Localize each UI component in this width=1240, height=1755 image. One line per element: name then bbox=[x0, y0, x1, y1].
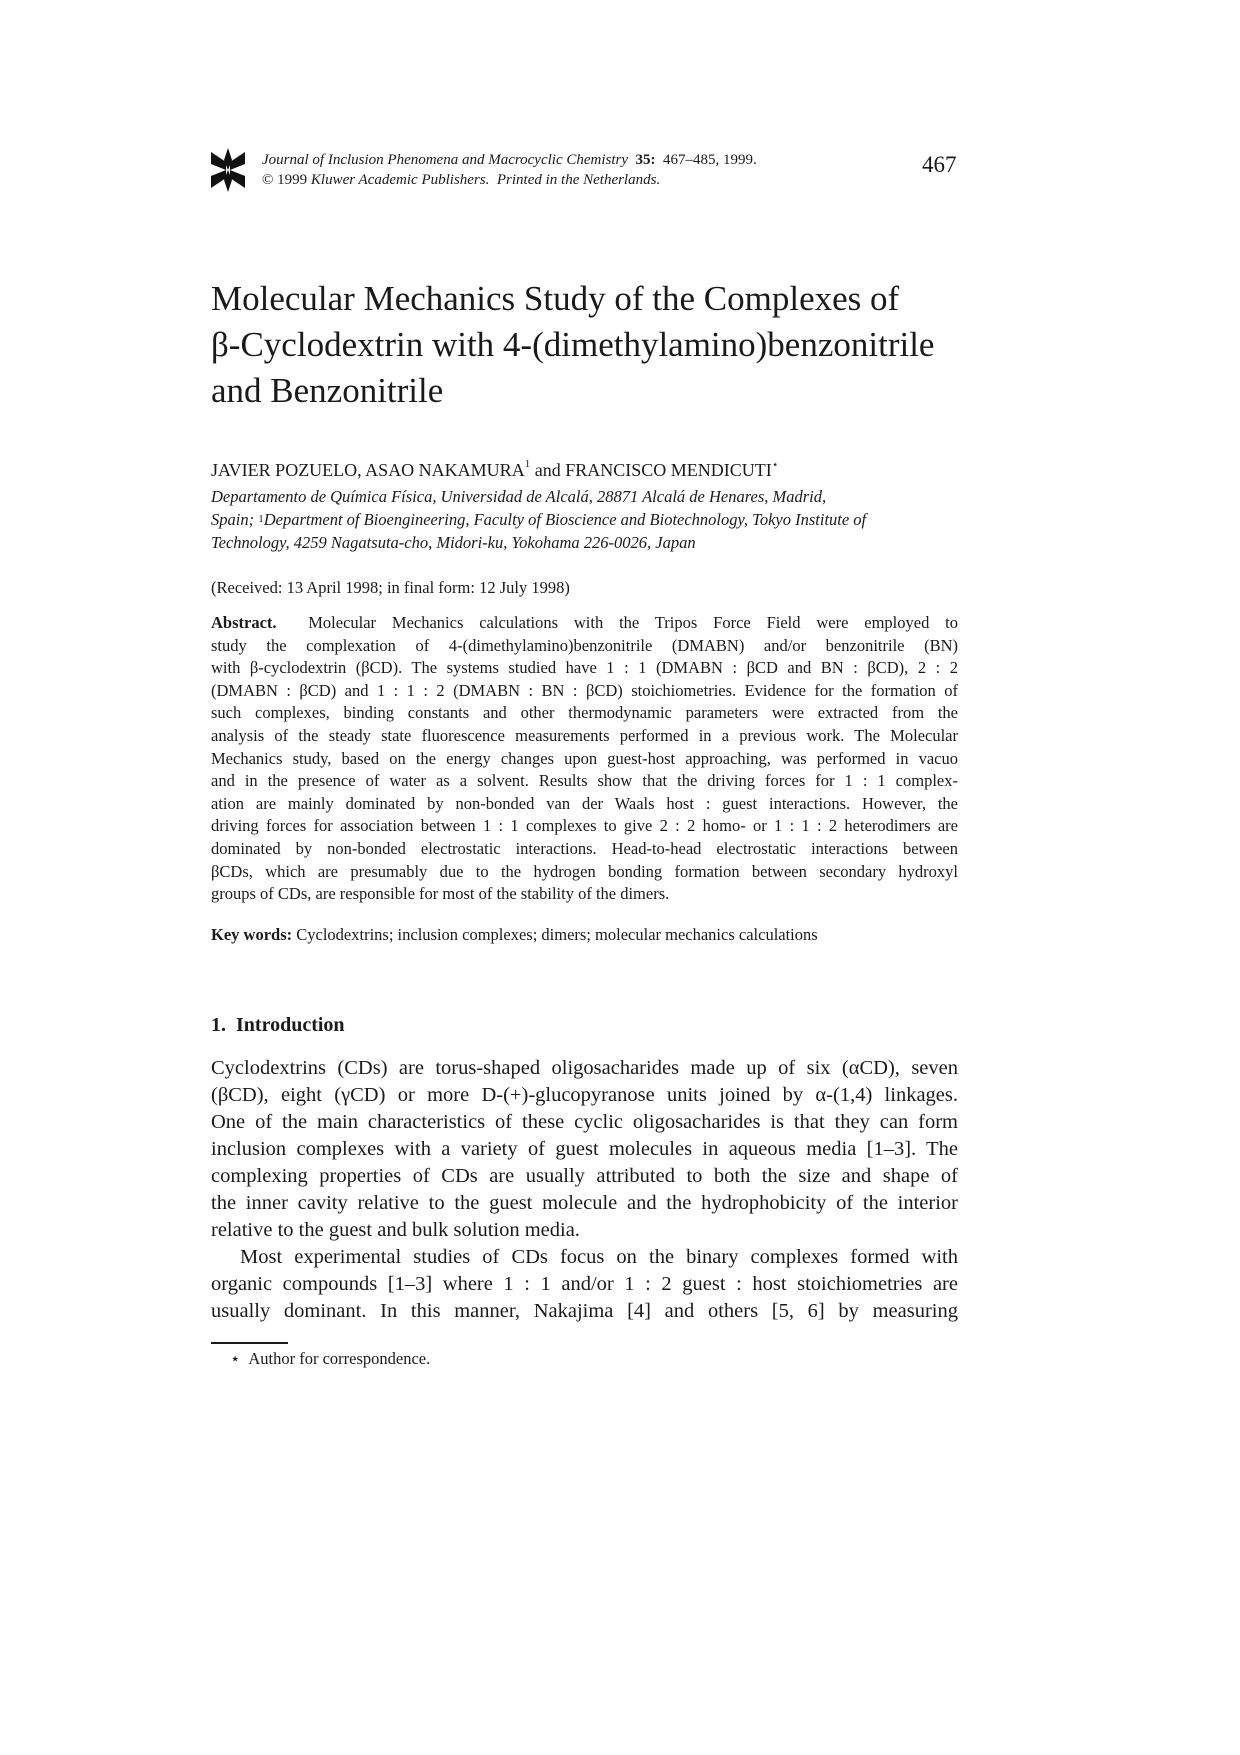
affiliation-prefix: Spain; bbox=[211, 510, 259, 529]
section-title: Introduction bbox=[236, 1014, 345, 1036]
affiliation-line: Departamento de Química Física, Universidad de Alcalá, 28871 Alcalá de Henares, Madrid, bbox=[211, 487, 827, 506]
publisher-logo-icon bbox=[209, 148, 247, 192]
body-line: complexing properties of CDs are usually attributed to both the size and shape of bbox=[211, 1165, 958, 1187]
copyright-line bbox=[262, 170, 757, 190]
abstract-line: (DMABN : βCD) and 1 : 1 : 2 (DMABN : BN : βCD) stoichiometries. Evidence for the formation of bbox=[211, 680, 958, 700]
abstract-line: dominated by non-bonded electrostatic interactions. Head-to-head electrostatic interactions between bbox=[211, 838, 958, 858]
section-number: 1. bbox=[211, 1014, 226, 1036]
abstract-line: and in the presence of water as a solvent. Results show that the driving forces for 1 : 1 complex- bbox=[211, 771, 958, 791]
keywords-text: Cyclodextrins; inclusion complexes; dimers; molecular mechanics calculations bbox=[292, 925, 818, 944]
journal-pages-year: 467–485, 1999. bbox=[663, 152, 757, 168]
affiliation-marker: 1 bbox=[524, 458, 531, 470]
abstract-line: analysis of the steady state fluorescence measurements performed in a previous work. The Molecular bbox=[211, 725, 958, 745]
body-line: One of the main characteristics of these cyclic oligosacharides is that they can form bbox=[211, 1111, 958, 1133]
affiliation-text: Department of Bioengineering, Faculty of Bioscience and Biotechnology, Tokyo Institute of bbox=[263, 510, 867, 529]
abstract-line: driving forces for association between 1 : 1 complexes to give 2 : 2 homo- or 1 : 1 : 2 heterodimers are bbox=[211, 816, 958, 836]
copyright-symbol: © bbox=[262, 172, 274, 188]
body-line: relative to the guest and bulk solution media. bbox=[211, 1219, 580, 1241]
abstract-line: study the complexation of 4-(dimethylamino)benzonitrile (DMABN) and/or benzonitrile (BN) bbox=[211, 635, 958, 655]
body-line: Most experimental studies of CDs focus on the binary complexes formed with bbox=[240, 1246, 958, 1268]
copyright-year: 1999 bbox=[277, 172, 308, 188]
journal-volume: 35: bbox=[635, 152, 656, 168]
journal-header bbox=[262, 150, 757, 190]
abstract-line: ation are mainly dominated by non-bonded van der Waals host : guest interactions. However, the bbox=[211, 793, 958, 813]
body-line: Cyclodextrins (CDs) are torus-shaped oligosacharides made up of six (αCD), seven bbox=[211, 1057, 958, 1079]
section-heading bbox=[211, 1014, 345, 1037]
footnote-text: Author for correspondence. bbox=[248, 1349, 431, 1368]
page-number: 467 bbox=[922, 152, 957, 177]
paper-title bbox=[211, 276, 991, 414]
journal-citation-line bbox=[262, 150, 757, 170]
abstract-text: Molecular Mechanics calculations with the Tripos Force Field were employed to bbox=[308, 613, 958, 632]
abstract-line: such complexes, binding constants and other thermodynamic parameters were extracted from the bbox=[211, 703, 958, 723]
authors-part1: JAVIER POZUELO, ASAO NAKAMURA bbox=[211, 460, 525, 480]
correspondence-marker: ⋆ bbox=[771, 459, 779, 471]
abstract-line: with β-cyclodextrin (βCD). The systems studied have 1 : 1 (DMABN : βCD and BN : βCD), 2 : 2 bbox=[211, 658, 958, 678]
affiliation-line: Technology, 4259 Nagatsuta-cho, Midori-ku, Yokohama 226-0026, Japan bbox=[211, 533, 696, 552]
title-line: Molecular Mechanics Study of the Complexes of bbox=[211, 279, 900, 318]
title-line: and Benzonitrile bbox=[211, 371, 444, 410]
title-line: β-Cyclodextrin with 4-(dimethylamino)benzonitrile bbox=[211, 325, 935, 364]
body-line: (βCD), eight (γCD) or more D-(+)-glucopyranose units joined by α-(1,4) linkages. bbox=[211, 1084, 958, 1106]
abstract-line bbox=[211, 612, 958, 635]
keywords-label: Key words: bbox=[211, 925, 293, 944]
abstract-line: Mechanics study, based on the energy changes upon guest-host approaching, was performed in vacuo bbox=[211, 748, 958, 768]
keywords bbox=[211, 925, 818, 945]
authors-part2: and FRANCISCO MENDICUTI bbox=[530, 460, 772, 480]
abstract bbox=[211, 612, 958, 906]
received-dates: (Received: 13 April 1998; in final form: 12 July 1998) bbox=[211, 578, 570, 597]
printed-location: Printed in the Netherlands. bbox=[496, 172, 661, 188]
abstract-line: βCDs, which are presumably due to the hydrogen bonding formation between secondary hydroxyl bbox=[211, 861, 958, 881]
body-line: inclusion complexes with a variety of guest molecules in aqueous media [1–3]. The bbox=[211, 1138, 958, 1160]
author-list bbox=[211, 460, 779, 481]
publisher-name: Kluwer Academic Publishers. bbox=[310, 172, 490, 188]
abstract-label: Abstract. bbox=[211, 613, 277, 632]
affiliations bbox=[211, 485, 971, 554]
body-line: organic compounds [1–3] where 1 : 1 and/or 1 : 2 guest : host stoichiometries are bbox=[211, 1273, 958, 1295]
footnote-marker: ⋆ bbox=[230, 1349, 241, 1368]
journal-name: Journal of Inclusion Phenomena and Macrocyclic Chemistry bbox=[262, 152, 629, 168]
footnote-rule bbox=[211, 1342, 288, 1344]
introduction-body bbox=[211, 1055, 958, 1325]
abstract-line: groups of CDs, are responsible for most of the stability of the dimers. bbox=[211, 884, 670, 904]
body-line: the inner cavity relative to the guest molecule and the hydrophobicity of the interior bbox=[211, 1192, 958, 1214]
affiliation-marker: 1 bbox=[258, 513, 264, 525]
body-line: usually dominant. In this manner, Nakajima [4] and others [5, 6] by measuring bbox=[211, 1300, 958, 1322]
footnote bbox=[230, 1349, 430, 1369]
affiliation-line bbox=[211, 508, 971, 531]
